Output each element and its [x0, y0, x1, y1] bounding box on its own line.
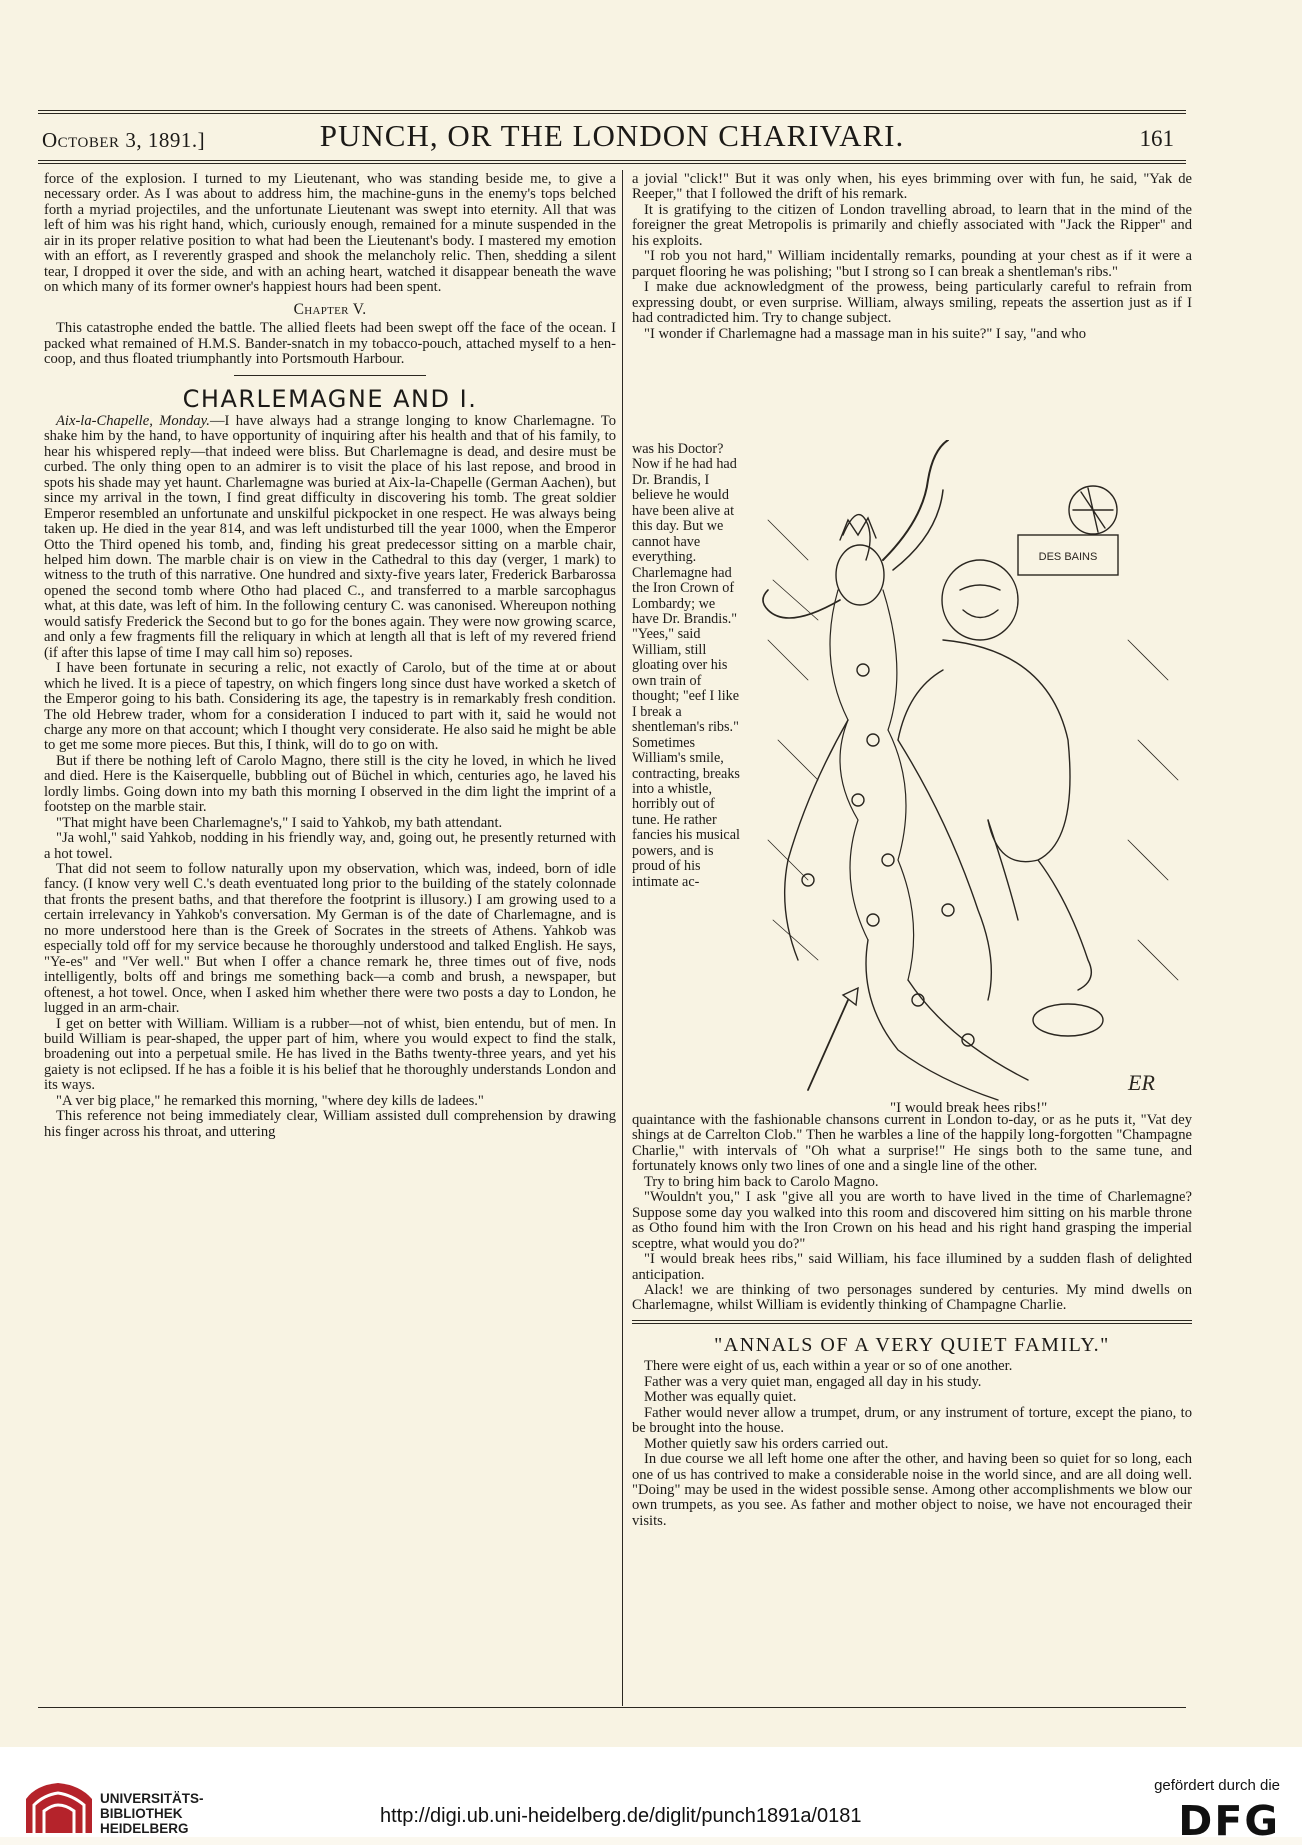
digitization-footer	[0, 1747, 1302, 1845]
paragraph: "That might have been Charlemagne's," I said to Yahkob, my bath attendant.	[56, 814, 503, 831]
page-bottom-rule	[38, 1707, 1186, 1708]
paragraph: Mother was equally quiet.	[644, 1389, 797, 1406]
library-name-line: HEIDELBERG	[100, 1821, 189, 1836]
masseur-head	[942, 560, 1018, 640]
sceptre	[808, 1000, 848, 1090]
left-column	[44, 172, 616, 1140]
section-divider	[632, 1320, 1192, 1321]
paragraph: This catastrophe ended the battle. The allied fleets had been swept off the face of the ocean. I packed what remained of H.M.S. Bander-snatch in my tobacco-pouch, attached myself to a hen-coop, and thus floated triumphantly into Portsmouth Harbour.	[44, 320, 616, 367]
page-header	[38, 118, 1186, 158]
paragraph: "I would break hees ribs," said William, his face illumined by a sudden flash of delighted anticipation.	[632, 1251, 1192, 1283]
paragraph: "I wonder if Charlemagne had a massage man in his suite?" I say, "and who	[644, 325, 1087, 342]
funded-by-label: gefördert durch die	[1154, 1777, 1280, 1794]
paragraph: I have been fortunate in securing a relic, not exactly of Carolo, but of the time at or about which he lived. It is a piece of tapestry, on which fingers long since dust have worked a sketch of the Emperor going to his bath. Considering its age, the tapestry is in remarkably fresh condition. The old Hebrew trader, whom for a consideration I induced to part with it, said he would not charge any more on that account; which I thought very considerate. He also said he might be able to get me some more pieces. But this, I think, will do to go on with.	[44, 660, 616, 754]
paragraph: Try to bring him back to Carolo Magno.	[644, 1173, 879, 1190]
dfg-logo: DFG	[1178, 1797, 1280, 1845]
library-name-line: BIBLIOTHEK	[100, 1806, 183, 1821]
page-number: 161	[1139, 126, 1174, 151]
source-url-link[interactable]: http://digi.ub.uni-heidelberg.de/diglit/punch1891a/0181	[380, 1805, 862, 1827]
right-column-bottom	[632, 1113, 1192, 1529]
paragraph: There were eight of us, each within a year or so of one another.	[644, 1358, 1013, 1375]
paragraph: I get on better with William. William is a rubber—not of whist, bien entendu, but of men. In build William is pear-shaped, the upper part of him, where you would expect to find the stalk, broadening out into a perpetual smile. He has lived in the Baths twenty-three years, and yet his gaiety is not eclipsed. If he has a foible it is his belief that he thoroughly understands London and its ways.	[44, 1015, 616, 1094]
artist-monogram: ER	[1128, 1070, 1155, 1095]
illustration-caption: "I would break hees ribs!"	[890, 1100, 1048, 1116]
sign-text: DES BAINS	[1038, 551, 1098, 563]
section-divider	[234, 375, 426, 376]
paragraph: But if there be nothing left of Carolo Magno, there still is the city he loved, in which he lived and died. Here is the Kaiserquelle, bubbling out of Büchel in which, centuries ago, he laved his lordly limbs. Going down into my bath this morning I observed in the dim light the imprint of a footstep on the marble stair.	[44, 752, 616, 816]
paragraph: Alack! we are thinking of two personages sundered by centuries. My mind dwells on Charlemagne, whilst William is evidently thinking of Champagne Charlie.	[632, 1281, 1192, 1314]
right-column-narrow	[632, 442, 742, 890]
paragraph: "Wouldn't you," I ask "give all you are worth to have lived in the time of Charlemagne? Suppose some day you walked into this room and discovered him sitting on his marble throne as Otho found him with the Iron Crown on his head and his right hand grasping the imperial sceptre, what would you do?"	[632, 1189, 1192, 1252]
paragraph: This reference not being immediately clear, William assisted dull comprehension by drawing his finger across his throat, and uttering	[44, 1108, 616, 1140]
cartoon-illustration	[748, 440, 1192, 1110]
university-logo-icon	[24, 1779, 94, 1835]
paragraph: That did not seem to follow naturally upon my observation, which was, indeed, born of idle fancy. (I know very well C.'s death eventuated long prior to the building of the stately colonnade that fronts the present baths, and that therefore the footprint is illusory.) I am growing used to a certain irrelevancy in Yahkob's conversation. My German is of the date of Charlemagne, and is no more understood here than is the Greek of Socrates in the streets of Athens. Yahkob was especially told off for my service because he thoroughly understood and talked English. He says, "Ye-es" and "Ver well." But when I offer a chance remark he, three times out of five, nods intelligently, bolts off and brings me something back—a comb and brush, a newspaper, but oftenest, a hot towel. Once, when I asked him whether there were two posts a day to London, he lugged in an arm-chair.	[44, 861, 616, 1017]
header-date: October 3, 1891.]	[42, 128, 206, 152]
paragraph: In due course we all left home one after the other, and having been so quiet for so long, each one of us has contrived to make a considerable noise in the world since, and are all doing well. "Doing" may be used in the widest possible sense. Among other accomplishments we blow our own trumpets, as you see. As father and mother object to noise, we have not encouraged their visits.	[632, 1451, 1192, 1529]
paragraph: "A ver big place," he remarked this morning, "where dey kills de ladees."	[56, 1092, 484, 1109]
paragraph: Father was a very quiet man, engaged all day in his study.	[644, 1373, 982, 1390]
masthead-title: PUNCH, OR THE LONDON CHARIVARI.	[319, 118, 905, 153]
paragraph: a jovial "click!" But it was only when, his eyes brimming over with fun, he said, "Yak de Reeper," that I followed the drift of his remark.	[632, 171, 1192, 203]
paragraph: was his Doctor? Now if he had had Dr. Brandis, I believe he would have been alive at this day. But we cannot have everything. Charlemagne had the Iron Crown of Lombardy; we have Dr. Brandis." "Yees," said William, still gloating over his own train of thought; "eef I like I break a shentleman's ribs." Sometimes William's smile, contracting, breaks into a whistle, horribly out of tune. He rather fancies his musical powers, and is proud of his intimate ac-	[632, 441, 740, 890]
section-divider	[632, 1323, 1192, 1324]
header-bottom-rule-2	[38, 163, 1186, 164]
library-name-line: UNIVERSITÄTS-	[100, 1791, 204, 1806]
paragraph: quaintance with the fashionable chansons current in London to-day, or as he puts it, "Vat dey shings at de Carrelton Clob." Then he warbles a line of the happily long-forgotten "Champagne Charlie," with intervals of "Oh what a surprise!" He sings both to the same tune, and fortunately knows only two lines of one and a single line of the other.	[632, 1112, 1192, 1175]
header-bottom-rule	[38, 160, 1186, 161]
paragraph-text: —I have always had a strange longing to know Charlemagne. To shake him by the hand, to have opportunity of inquiring after his health and that of his family, to hear his whispered reply—that indeed were bliss. But Charlemagne is dead, and desire must be curbed. The only thing open to an admirer is to visit the place of his last repose, and brood in spots his shade may yet haunt. Charlemagne was buried at Aix-la-Chapelle (German Aachen), but since my arrival in the town, I find great difficulty in discovering his tomb. The great soldier Emperor resembled an unfortunate and unskilful pickpocket in one respect. He was always being taken up. He died in the year 814, and was left undisturbed till the year 1000, when the Emperor Otto the Third opened his tomb, and, finding his great predecessor sitting on a marble chair, helped him down. The marble chair is on view in the Cathedral to this day (verger, 1 mark) to witness to the truth of this narrative. One hundred and sixty-five years later, Frederick Barbarossa opened the second tomb where Otho had placed C., and transferred to a marble sarcophagus what, at this date, was left of him. In the following century C. was canonised. Whereupon nothing would satisfy Frederick the Second but to go for the bones again. They were now growing scarce, and only a few fragments fill the reliquary in which at length all that is left of my revered friend (if after this lapse of time I may call him so) reposes.	[44, 412, 616, 661]
paragraph: Mother quietly saw his orders carried out.	[644, 1435, 889, 1452]
right-column-top	[632, 172, 1192, 342]
paragraph: Father would never allow a trumpet, drum, or any instrument of torture, except the piano, to be brought into the house.	[632, 1404, 1192, 1437]
header-top-rule	[38, 110, 1186, 114]
paragraph: "Ja wohl," said Yahkob, nodding in his friendly way, and, going out, he presently returned with a hot towel.	[44, 830, 616, 862]
article-title: CHARLEMAGNE AND I.	[182, 385, 478, 414]
paragraph: It is gratifying to the citizen of London travelling abroad, to learn that in the mind of the foreigner the great Metropolis is primarily and chiefly associated with "Jack the Ripper" and his exploits.	[632, 201, 1192, 249]
paragraph: "I rob you not hard," William incidentally remarks, pounding at your chest as if it were a parquet flooring he was polishing; "but I strong so I can break a shentleman's ribs."	[632, 248, 1192, 280]
paragraph: I make due acknowledgment of the prowess, being particularly careful to refrain from expressing doubt, or even surprise. William, always smiling, repeats the assertion just as if I had contradicted him. Try to change subject.	[632, 279, 1192, 327]
library-name	[100, 1791, 204, 1836]
article-title: "ANNALS OF A VERY QUIET FAMILY."	[714, 1333, 1110, 1356]
paragraph: force of the explosion. I turned to my Lieutenant, who was standing beside me, to give a necessary order. As I was about to address him, the machine-guns in the enemy's tops belched forth a myriad projectiles, and the unfortunate Lieutenant was swept into eternity. All that was left of him was his right hand, which, curiously enough, remained for a minute suspended in the air in its proper relative position to what had been the Lieutenant's body. I mastered my emotion with an effort, as I reverently grasped and shook the melancholy relic. Then, shedding a silent tear, I dropped it over the side, and with an aching heart, watched it disappear beneath the wave on which many of its former owner's happiest hours had been spent.	[44, 171, 616, 296]
chapter-heading: Chapter V.	[293, 300, 367, 318]
paragraph	[44, 414, 616, 661]
dateline: Aix-la-Chapelle, Monday.	[56, 412, 210, 429]
column-divider	[622, 170, 623, 1706]
